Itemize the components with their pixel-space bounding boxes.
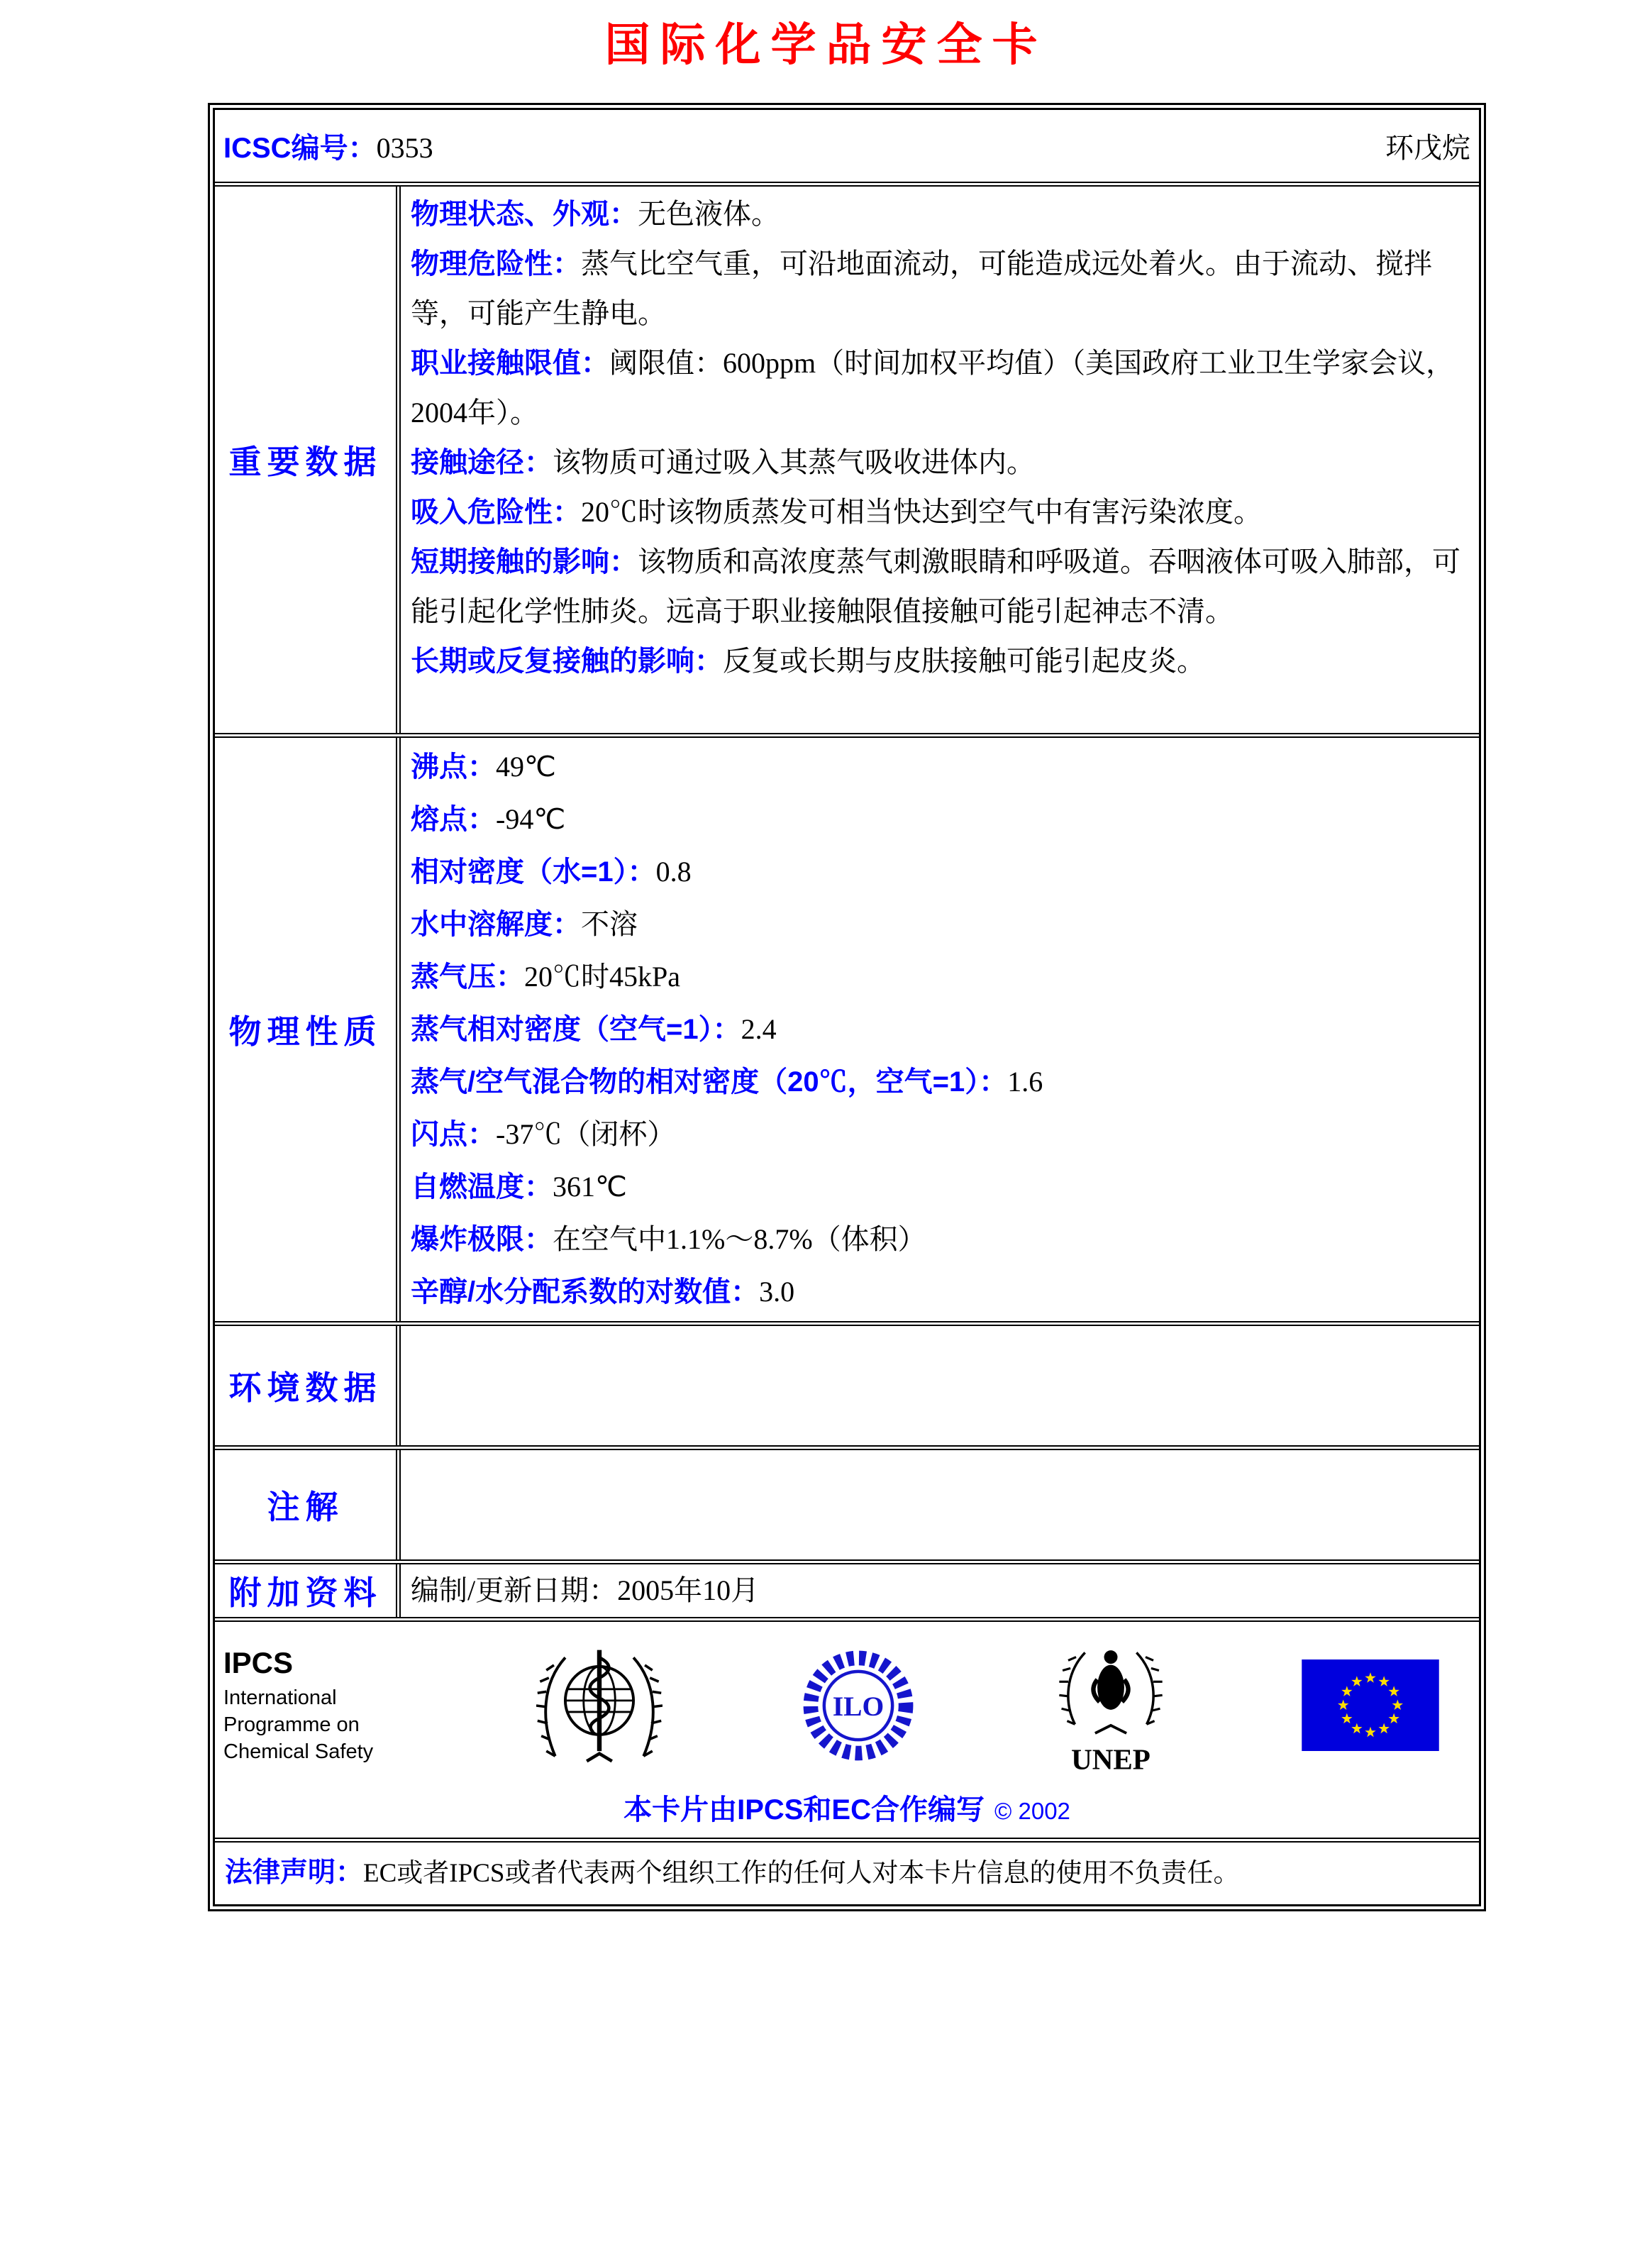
field-value: 无色液体。 xyxy=(638,198,780,230)
field-label: 熔点： xyxy=(411,804,496,835)
field-value: 1.6 xyxy=(1007,1066,1043,1098)
who-logo-icon xyxy=(536,1641,663,1770)
field-label: 辛醇/水分配系数的对数值： xyxy=(411,1276,760,1308)
field-label: 长期或反复接触的影响： xyxy=(411,646,723,677)
field-value: 阈限值：600ppm（时间加权平均值）（美国政府工业卫生学家会议，2004年）。 xyxy=(411,347,1455,429)
section-label-important-data: 重要数据 xyxy=(215,187,401,733)
physical-property-line xyxy=(411,741,1469,793)
update-date: 编制/更新日期：2005年10月 xyxy=(411,1574,760,1606)
legal-label: 法律声明： xyxy=(225,1857,364,1888)
environmental-data-content xyxy=(401,1326,1479,1445)
physical-property-line xyxy=(411,1056,1469,1108)
field-label: 短期接触的影响： xyxy=(411,546,638,578)
ipcs-subtitle-line: International xyxy=(223,1686,337,1709)
important-data-line xyxy=(411,537,1469,636)
field-value: 不溶 xyxy=(581,908,638,940)
legal-text: EC或者IPCS或者代表两个组织工作的任何人对本卡片信息的使用不负责任。 xyxy=(363,1859,1240,1888)
field-label: 蒸气压： xyxy=(411,961,524,993)
field-label: 物理状态、外观： xyxy=(411,199,638,230)
notes-content xyxy=(401,1450,1479,1559)
physical-properties-row xyxy=(215,738,1479,1326)
ipcs-text-block xyxy=(223,1646,401,1765)
field-label: 爆炸极限： xyxy=(411,1224,553,1255)
physical-property-line xyxy=(411,1266,1469,1318)
environmental-data-row xyxy=(215,1326,1479,1450)
physical-property-line xyxy=(411,1003,1469,1056)
physical-property-line xyxy=(411,951,1469,1003)
field-label: 职业接触限值： xyxy=(411,348,609,379)
field-label: 沸点： xyxy=(411,751,496,783)
important-data-line xyxy=(411,438,1469,487)
icsc-number-value: 0353 xyxy=(376,132,433,164)
field-value: 3.0 xyxy=(759,1276,795,1308)
footer-caption xyxy=(215,1776,1479,1832)
physical-property-line xyxy=(411,898,1469,951)
important-data-line xyxy=(411,189,1469,239)
ipcs-subtitle-line: Chemical Safety xyxy=(223,1740,374,1763)
physical-property-line xyxy=(411,1161,1469,1213)
legal-row xyxy=(215,1843,1479,1904)
important-data-line xyxy=(411,239,1469,338)
notes-row xyxy=(215,1450,1479,1564)
field-value: 在空气中1.1%～8.7%（体积） xyxy=(553,1223,926,1255)
field-label: 蒸气相对密度（空气=1）： xyxy=(411,1014,741,1045)
important-data-line xyxy=(411,338,1469,438)
section-label-notes: 注解 xyxy=(215,1450,401,1559)
section-label-additional-info: 附加资料 xyxy=(215,1564,401,1617)
ipcs-acronym: IPCS xyxy=(223,1645,294,1679)
field-label: 吸入危险性： xyxy=(411,497,581,528)
icsc-number-field xyxy=(223,126,433,166)
field-label: 相对密度（水=1）： xyxy=(411,856,656,888)
physical-property-line xyxy=(411,1108,1469,1161)
field-label: 接触途径： xyxy=(411,447,553,478)
section-label-environmental-data: 环境数据 xyxy=(215,1326,401,1445)
field-label: 闪点： xyxy=(411,1119,496,1150)
important-data-line xyxy=(411,487,1469,537)
physical-property-line xyxy=(411,793,1469,846)
legal-notice xyxy=(225,1854,1469,1893)
field-value: 蒸气比空气重，可沿地面流动，可能造成远处着火。由于流动、搅拌等，可能产生静电。 xyxy=(411,248,1432,329)
ipcs-subtitle-line: Programme on xyxy=(223,1713,360,1736)
field-value: 该物质和高浓度蒸气刺激眼睛和呼吸道。吞咽液体可吸入肺部，可能引起化学性肺炎。远高于职业接触限值接触可能引起神志不清。 xyxy=(411,546,1460,627)
eu-flag-icon xyxy=(1302,1659,1439,1751)
field-value: 2.4 xyxy=(741,1013,777,1045)
field-value: 反复或长期与皮肤接触可能引起皮炎。 xyxy=(723,645,1205,677)
field-value: 49℃ xyxy=(496,751,556,783)
field-value: -37℃（闭杯） xyxy=(496,1118,676,1150)
physical-property-line xyxy=(411,1213,1469,1266)
caption-text: 本卡片由IPCS和EC合作编写 xyxy=(623,1794,985,1826)
field-label: 蒸气/空气混合物的相对密度（20℃，空气=1）： xyxy=(411,1066,1008,1098)
field-value: 20℃时该物质蒸发可相当快达到空气中有害污染浓度。 xyxy=(581,496,1262,528)
icsc-table xyxy=(208,103,1486,1911)
logos-row xyxy=(215,1622,1479,1843)
field-label: 自燃温度： xyxy=(411,1171,553,1203)
field-label: 水中溶解度： xyxy=(411,909,581,940)
field-value: 20℃时45kPa xyxy=(524,961,680,993)
unep-label: UNEP xyxy=(1070,1742,1151,1776)
unep-logo-icon xyxy=(1055,1635,1167,1776)
header-row xyxy=(215,110,1479,187)
field-value: 361℃ xyxy=(553,1171,627,1203)
important-data-row xyxy=(215,187,1479,738)
ilo-label: ILO xyxy=(832,1690,885,1722)
page-title: 国际化学品安全卡 xyxy=(604,20,1048,70)
field-value: -94℃ xyxy=(496,803,566,835)
important-data-line xyxy=(411,636,1469,686)
additional-info-row xyxy=(215,1564,1479,1622)
section-label-physical-properties: 物理性质 xyxy=(215,738,401,1321)
chemical-name: 环戊烷 xyxy=(1385,132,1470,164)
copyright-text: © 2002 xyxy=(994,1798,1070,1824)
ilo-logo-icon xyxy=(797,1645,919,1767)
physical-property-line xyxy=(411,846,1469,898)
field-value: 0.8 xyxy=(655,856,692,888)
icsc-number-label: ICSC编号： xyxy=(223,133,377,164)
field-label: 物理危险性： xyxy=(411,248,581,280)
field-value: 该物质可通过吸入其蒸气吸收进体内。 xyxy=(553,446,1035,478)
